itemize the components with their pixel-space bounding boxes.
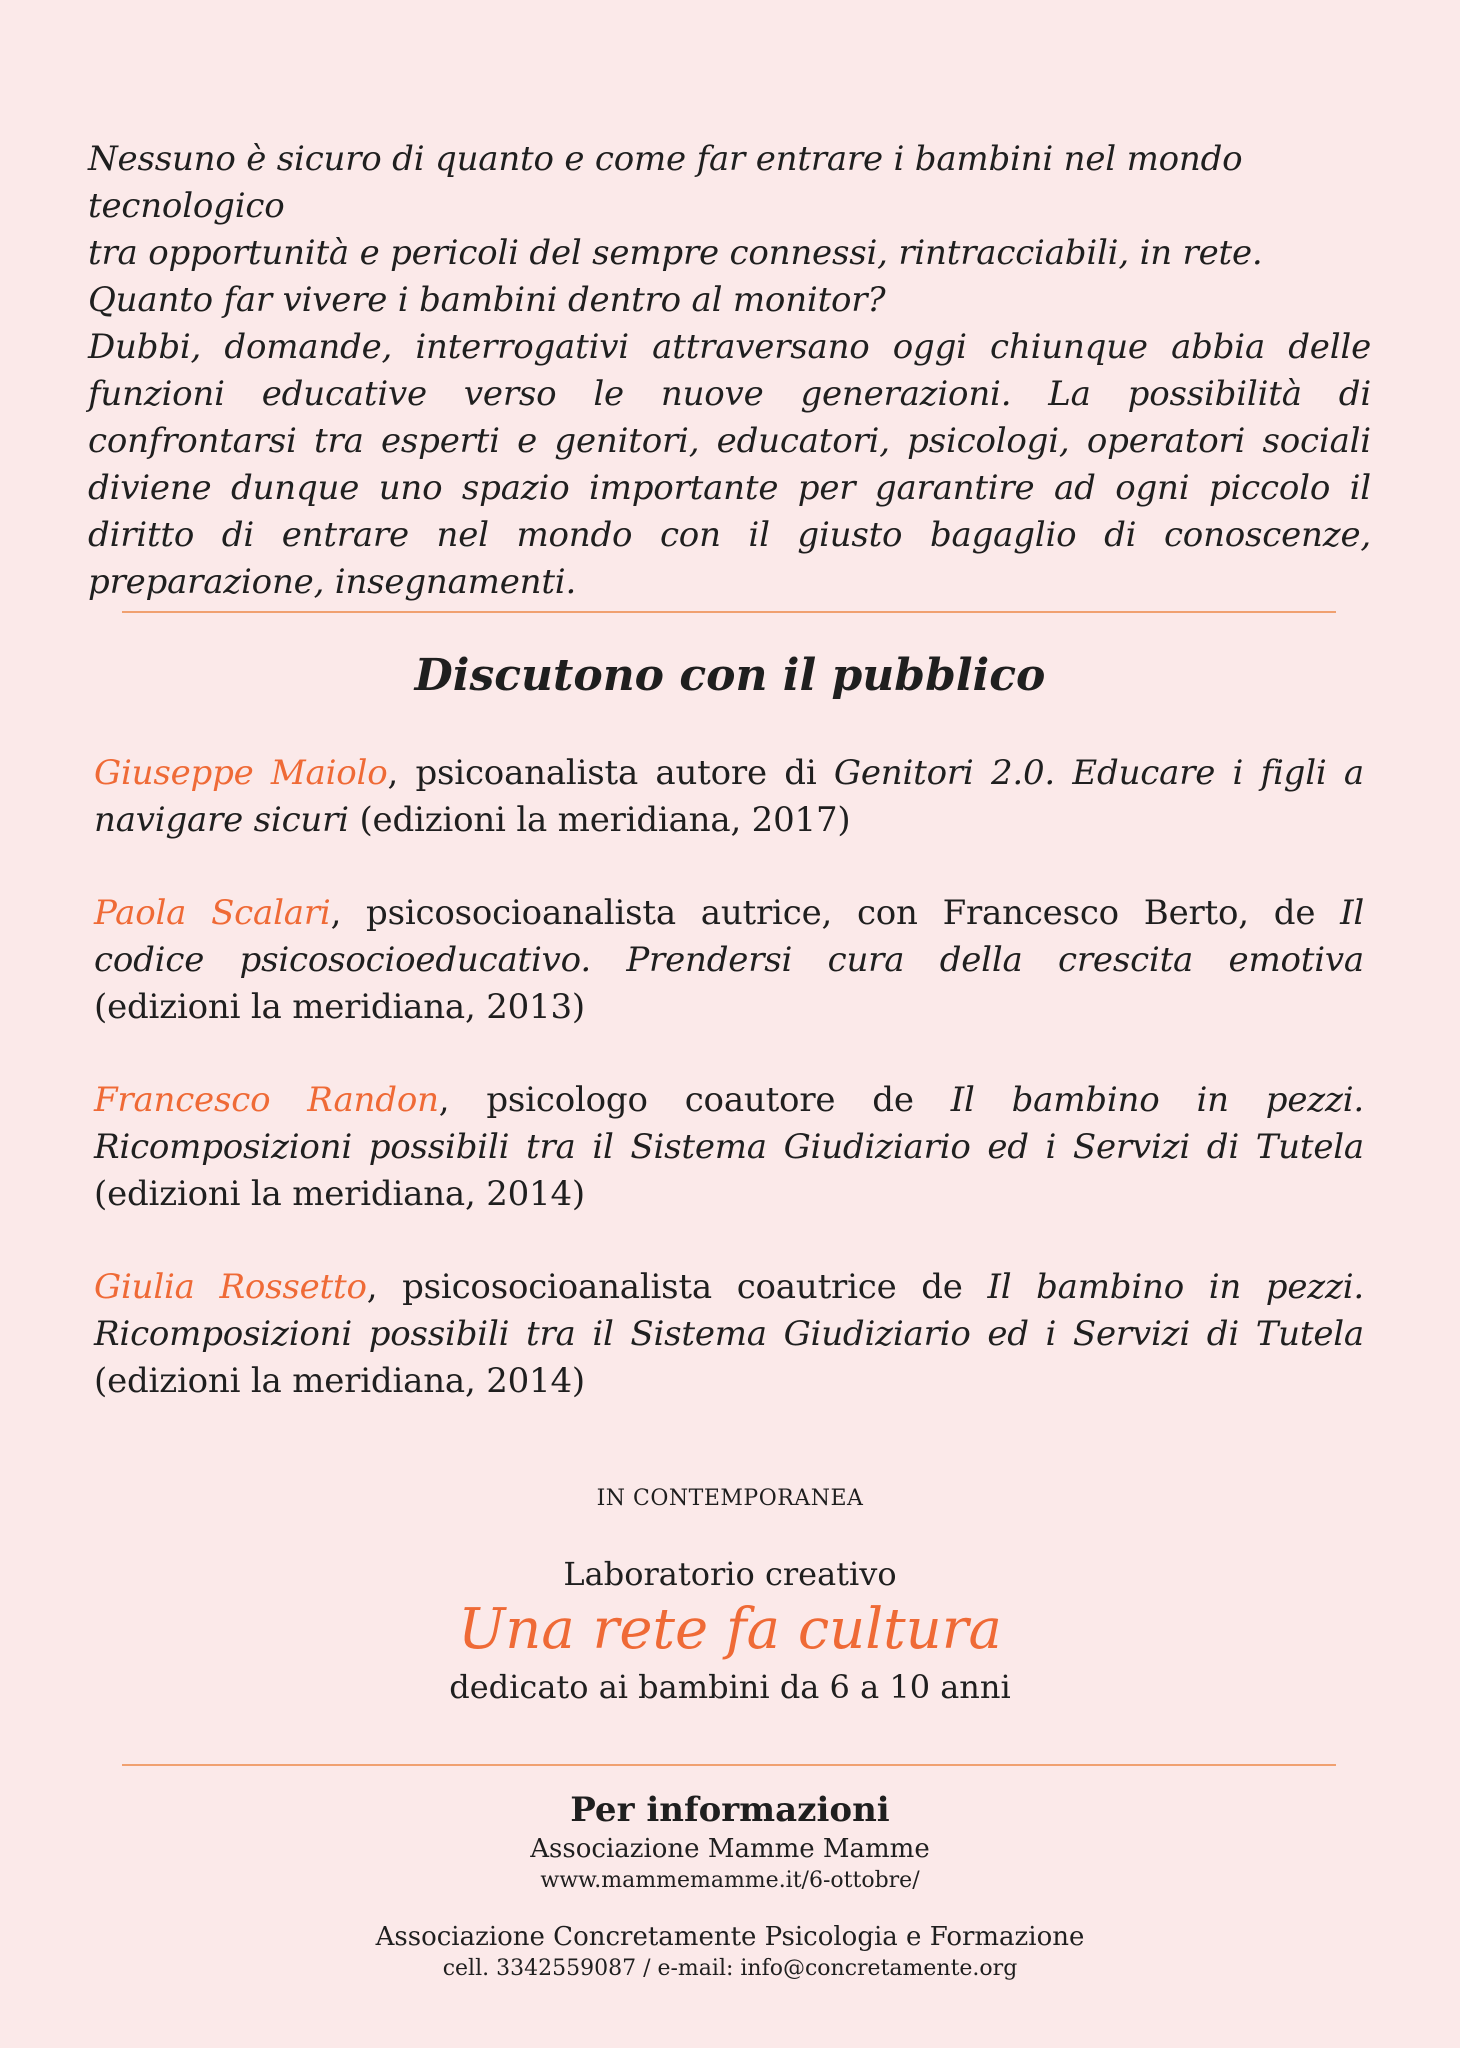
speakers-list	[94, 750, 1364, 1451]
workshop-kicker-small: IN CONTEMPORANEA	[596, 1486, 864, 1511]
intro-paragraph-1	[88, 136, 1371, 324]
speaker-entry	[94, 1077, 1364, 1218]
speaker-entry	[94, 750, 1364, 844]
speaker-name: Paola Scalari	[94, 893, 331, 933]
speaker-role: , psicosocioanalista autrice, con Francesco Berto, de	[330, 893, 1341, 933]
info-contact: cell. 3342559087 / e-mail: info@concretamente.org	[442, 1956, 1018, 1981]
divider	[122, 1764, 1336, 1766]
speaker-role: , psicoanalista autore di	[387, 753, 834, 793]
info-association: Associazione Concretamente Psicologia e Formazione	[375, 1922, 1085, 1952]
speaker-role: , psicologo coautore de	[438, 1080, 951, 1120]
speaker-publisher: (edizioni la meridiana, 2013)	[94, 987, 585, 1027]
info-website: www.mammemamme.it/6-ottobre/	[540, 1868, 920, 1893]
speaker-book: Il codice psicosocioeducativo. Prendersi cura della crescita emotiva	[94, 893, 1364, 980]
info-title: Per informazioni	[570, 1790, 890, 1830]
workshop-title: Una rete fa cultura	[458, 1597, 1002, 1662]
speaker-book: Il bambino in pezzi. Ricomposizioni possibili tra il Sistema Giudiziario ed i Servizi di Tutela	[94, 1080, 1364, 1167]
speaker-name: Giuseppe Maiolo	[94, 753, 388, 793]
speaker-name: Giulia Rossetto	[94, 1267, 367, 1307]
speaker-publisher: (edizioni la meridiana, 2014)	[94, 1174, 585, 1214]
intro-line: Quanto far vivere i bambini dentro al monitor?	[88, 280, 886, 320]
intro-paragraph-2	[88, 324, 1371, 606]
speaker-publisher: (edizioni la meridiana, 2017)	[348, 800, 851, 840]
section-title: Discutono con il pubblico	[414, 650, 1046, 701]
info-association: Associazione Mamme Mamme	[530, 1834, 930, 1864]
speaker-role: , psicosocioanalista coautrice de	[366, 1267, 988, 1307]
speaker-name: Francesco Randon	[94, 1080, 439, 1120]
speaker-book: Il bambino in pezzi. Ricomposizioni possibili tra il Sistema Giudiziario ed i Servizi di Tutela	[94, 1267, 1364, 1354]
intro-paragraph-text: Dubbi, domande, interrogativi attraversano oggi chiunque abbia delle funzioni educative verso le nuove generazioni. La possibilità di confrontarsi tra esperti e genitori, educatori, psicologi, operatori sociali diviene dunque uno spazio importante per garantire ad ogni piccolo il diritto di entrare nel mondo con il giusto bagaglio di conoscenze, preparazione, insegnamenti.	[88, 327, 1371, 602]
speaker-book: Genitori 2.0. Educare i figli a navigare sicuri	[94, 753, 1364, 840]
intro-line: Nessuno è sicuro di quanto e come far entrare i bambini nel mondo tecnologico	[88, 139, 1243, 226]
speaker-publisher: (edizioni la meridiana, 2014)	[94, 1361, 585, 1401]
divider	[122, 611, 1336, 613]
intro-line: tra opportunità e pericoli del sempre connessi, rintracciabili, in rete.	[88, 233, 1263, 273]
workshop-kicker: Laboratorio creativo	[563, 1555, 897, 1593]
speaker-entry	[94, 890, 1364, 1031]
workshop-subtitle: dedicato ai bambini da 6 a 10 anni	[449, 1668, 1011, 1706]
speaker-entry	[94, 1264, 1364, 1405]
